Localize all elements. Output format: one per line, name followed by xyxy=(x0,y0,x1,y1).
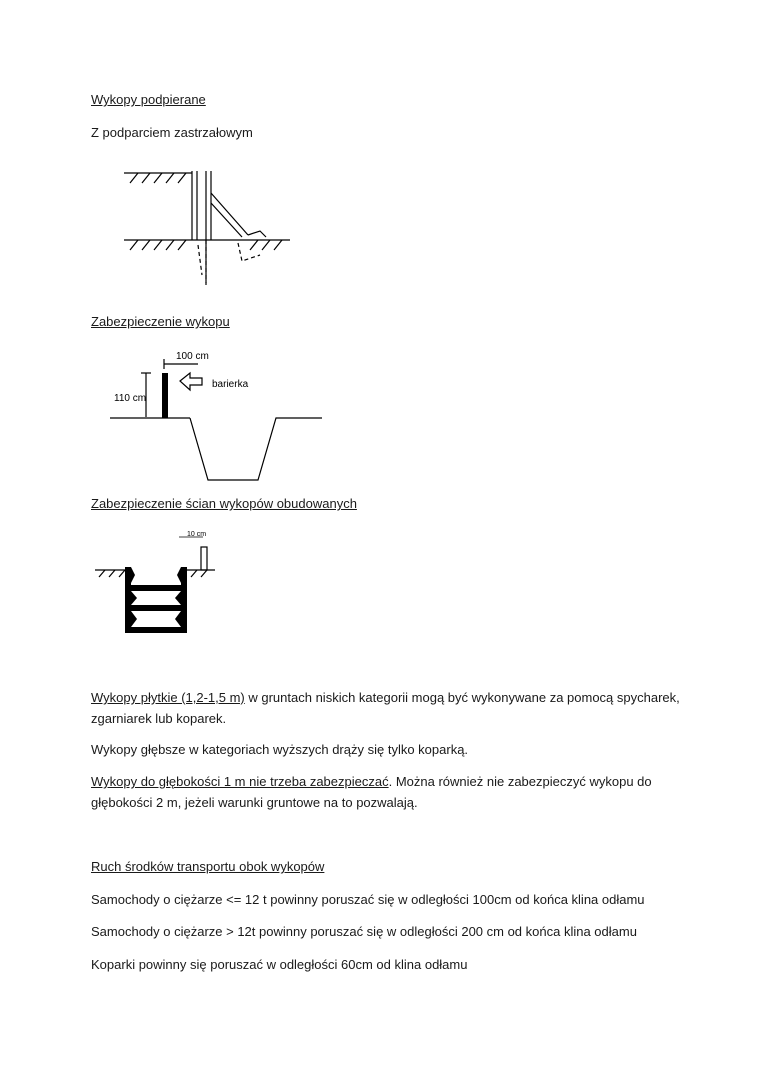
barrier-post xyxy=(162,373,168,418)
label-10cm: 10 cm xyxy=(187,531,207,538)
paragraph-wykopy-do-1m-rest: . Można również nie zabezpieczyć wykopu do głębokości 2 m, jeżeli warunki gruntowe na to pozwalają. xyxy=(91,774,652,810)
heading-zabezpieczenie-scian: Zabezpieczenie ścian wykopów obudowanych xyxy=(91,496,357,511)
paragraph-wykopy-plytkie xyxy=(91,687,691,729)
label-110cm: 110 cm xyxy=(114,393,147,404)
heading-ruch-srodkow-transportu: Ruch środków transportu obok wykopów xyxy=(91,859,325,874)
paragraph-wykopy-do-1m-underlined: Wykopy do głębokości 1 m nie trzeba zabezpieczać xyxy=(91,774,389,789)
paragraph-wykopy-do-1m xyxy=(91,771,691,813)
diagram-trench-barrier xyxy=(110,345,335,485)
line-samochody-12t: Samochody o ciężarze <= 12 t powinny poruszać się w odległości 100cm od końca klina odłamu xyxy=(91,892,645,907)
line-koparki: Koparki powinny się poruszać w odległości 60cm od klina odłamu xyxy=(91,957,468,972)
paragraph-wykopy-plytkie-underlined: Wykopy płytkie (1,2-1,5 m) xyxy=(91,690,245,705)
diagram-strut-support xyxy=(120,165,300,290)
trench-profile xyxy=(190,418,322,480)
heading-wykopy-podpierane: Wykopy podpierane xyxy=(91,92,206,107)
heading-zabezpieczenie-wykopu: Zabezpieczenie wykopu xyxy=(91,314,230,329)
label-barierka: barierka xyxy=(212,379,249,390)
subheading-podparcie-zastrzalowe: Z podparciem zastrzałowym xyxy=(91,125,253,140)
label-100cm: 100 cm xyxy=(176,351,209,362)
paragraph-wykopy-glebsze: Wykopy głębsze w kategoriach wyższych drąży się tylko koparką. xyxy=(91,742,469,757)
diagram-lined-walls xyxy=(95,525,225,635)
paragraph-wykopy-plytkie-rest: w gruntach niskich kategorii mogą być wykonywane za pomocą spycharek, zgarniarek lub koparek. xyxy=(91,690,680,726)
line-samochody-powyzej-12t: Samochody o ciężarze > 12t powinny poruszać się w odległości 200 cm od końca klina odłamu xyxy=(91,924,637,939)
arrow-icon xyxy=(180,373,202,390)
